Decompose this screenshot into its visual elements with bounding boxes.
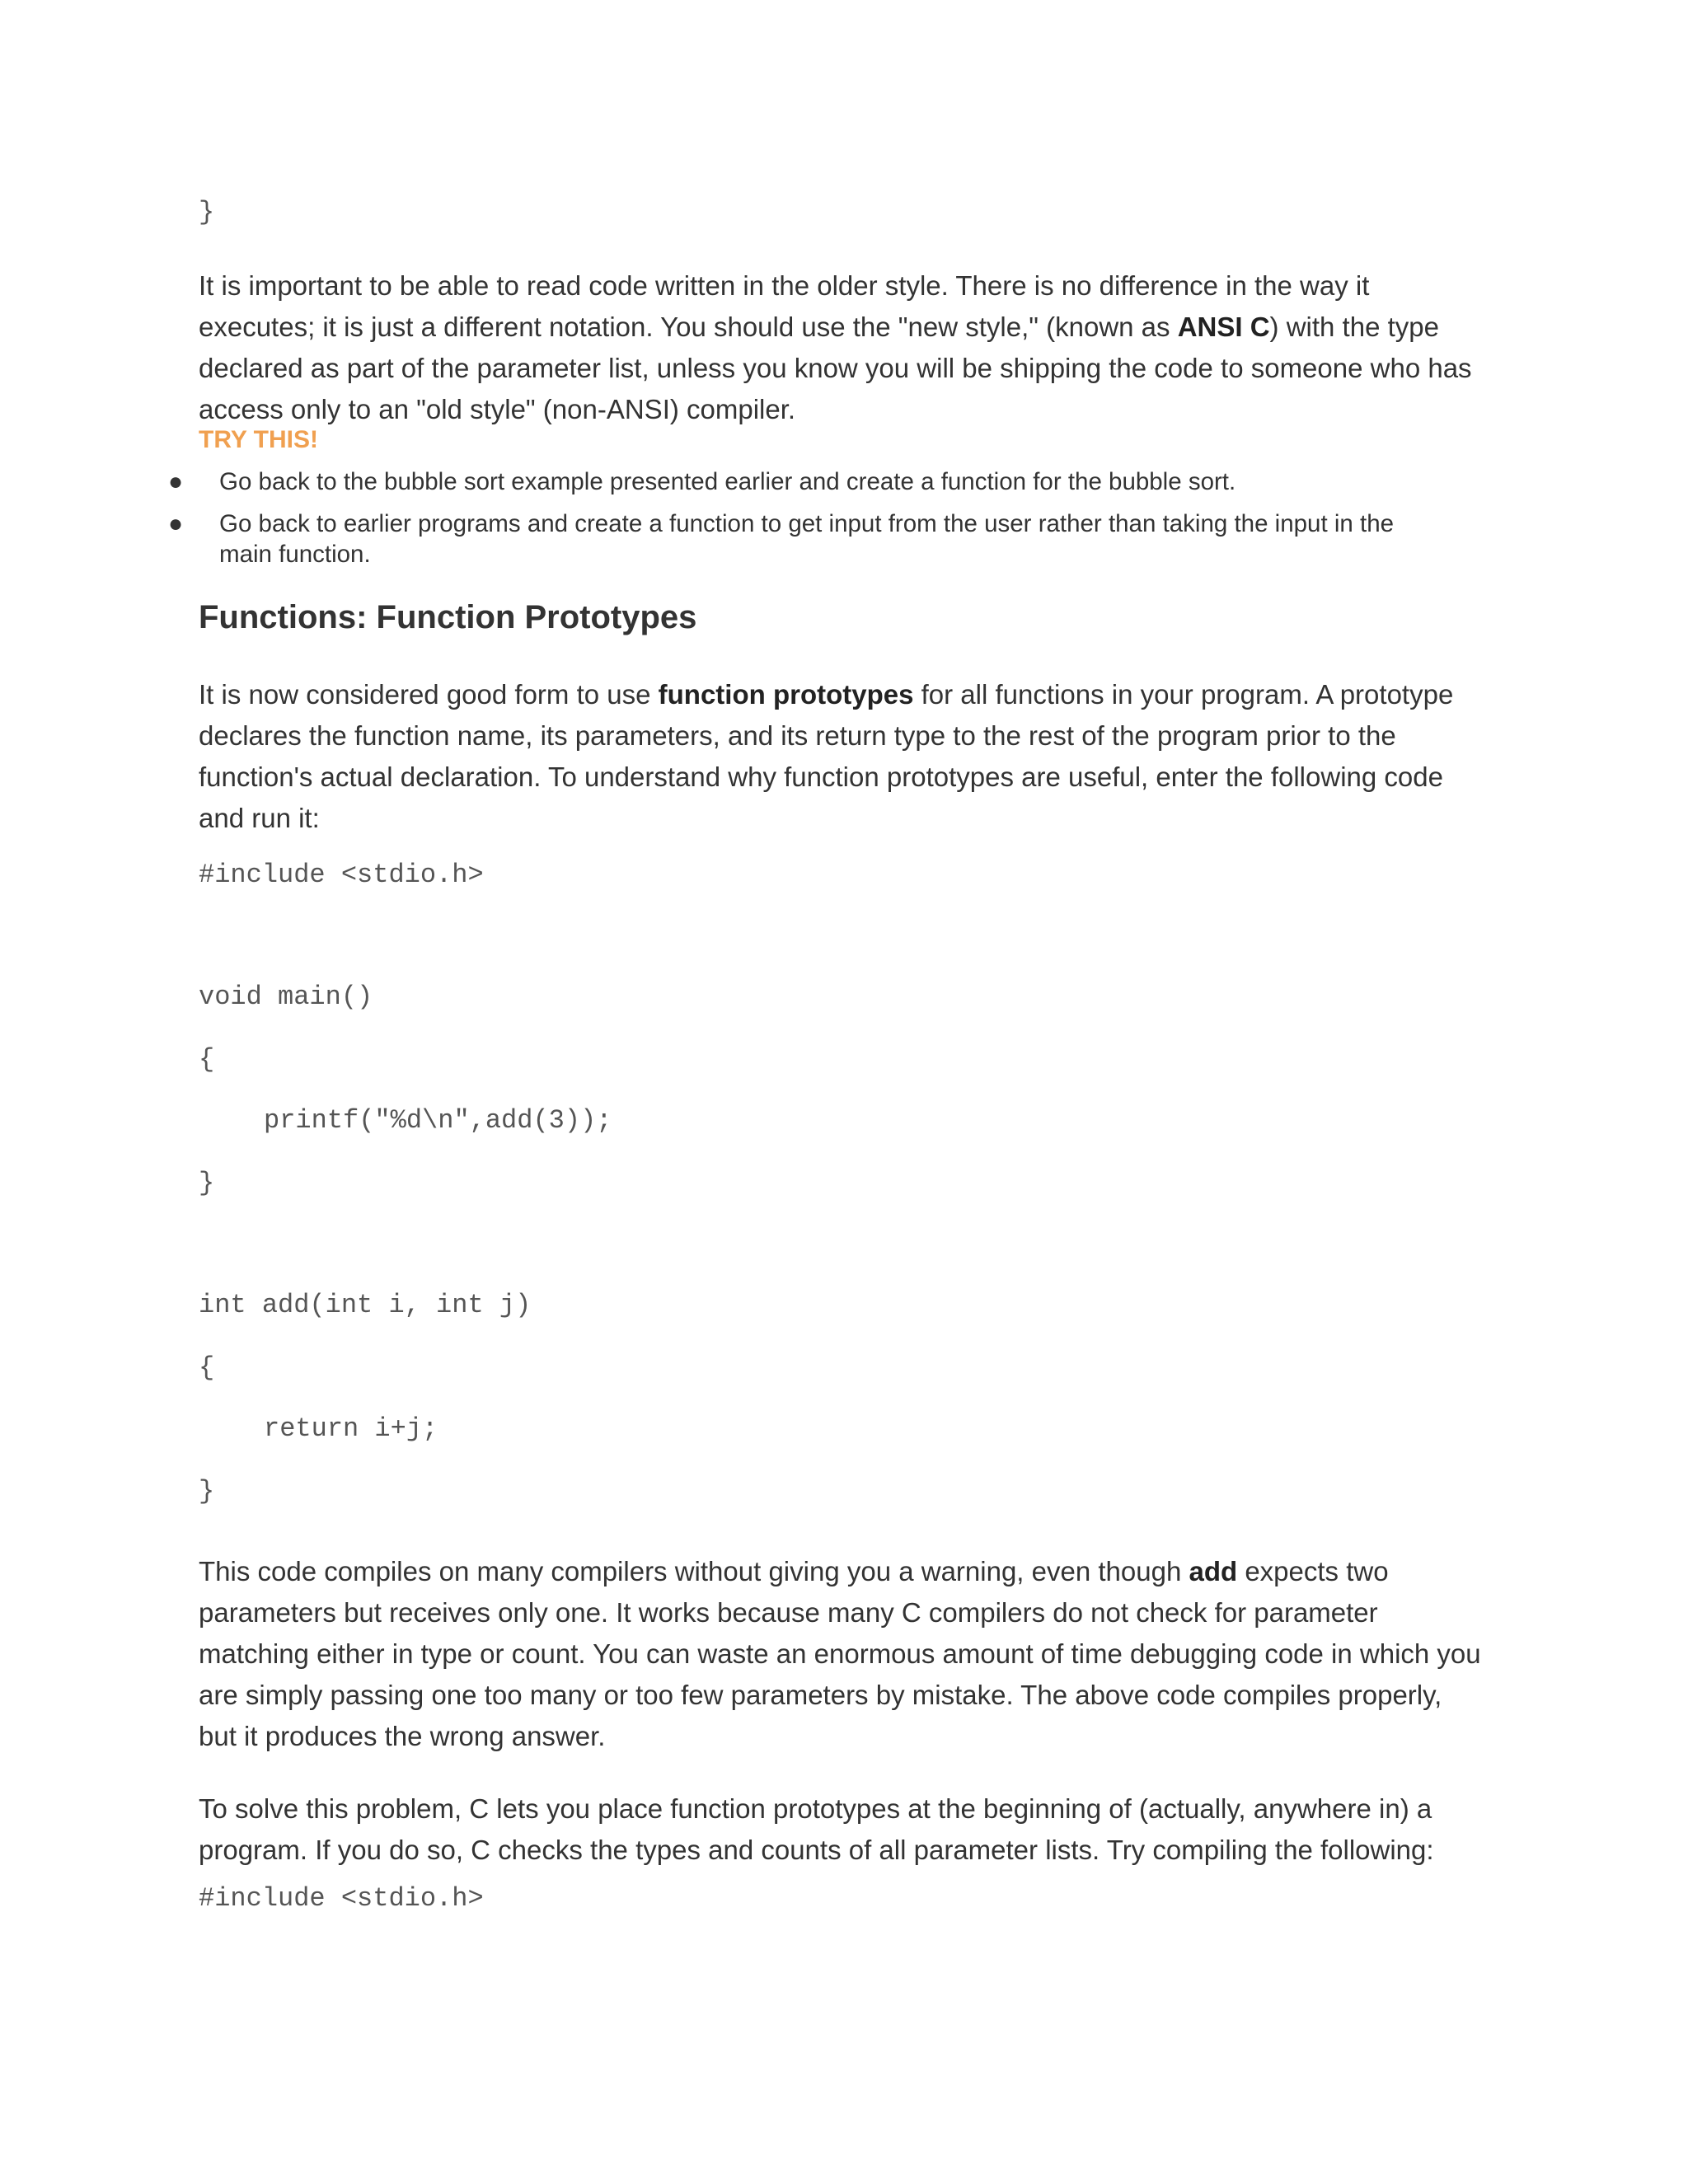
list-item-text: Go back to the bubble sort example presented earlier and create a function for the bubble sort. (219, 468, 1236, 495)
list-item (165, 466, 1451, 497)
paragraph-text: This code compiles on many compilers without giving you a warning, even though (199, 1556, 1189, 1586)
try-this-heading: TRY THIS! (199, 426, 319, 453)
code-include: #include <stdio.h> (199, 860, 484, 890)
paragraph-text: ) with the type declared as part of the parameter list, unless you know you will be shipping the code to someone who has access only to an "old style" (non-ANSI) compiler. (199, 312, 1472, 424)
code-open-brace: { (199, 1352, 215, 1383)
try-this-list (165, 466, 1451, 581)
bullet-icon: ● (168, 468, 184, 495)
paragraph-warning (199, 1551, 1484, 1757)
bullet-icon: ● (168, 510, 184, 537)
code-close-brace: } (199, 1168, 215, 1198)
paragraph-text: for all functions in your program. A prototype declares the function name, its parameters, and its return type to the rest of the program prior to the function's actual declaration. To understand why function prototypes are useful, enter the following code and run it: (199, 679, 1454, 833)
list-item-text: Go back to earlier programs and create a function to get input from the user rather than taking the input in the main function. (219, 510, 1395, 568)
paragraph-text: It is important to be able to read code written in the older style. There is no difference in the way it executes; it is just a different notation. You should use the "new style," (known as (199, 270, 1370, 342)
list-item (165, 509, 1451, 569)
code-main-signature: void main() (199, 982, 373, 1012)
code-printf-line: printf("%d\n",add(3)); (264, 1105, 612, 1136)
function-prototypes-term: function prototypes (658, 679, 914, 710)
paragraph-old-style (199, 265, 1484, 430)
code-closing-brace: } (199, 197, 215, 227)
paragraph-prototypes (199, 674, 1484, 839)
paragraph-solve: To solve this problem, C lets you place function prototypes at the beginning of (actually, anywhere in) a program. If you do so, C checks the types and counts of all parameter lists. Try compiling the following: (199, 1793, 1434, 1865)
ansi-c-term: ANSI C (1177, 312, 1270, 342)
code-include-bottom: #include <stdio.h> (199, 1883, 484, 1914)
code-add-signature: int add(int i, int j) (199, 1290, 532, 1320)
paragraph-text: It is now considered good form to use (199, 679, 659, 710)
code-open-brace: { (199, 1044, 215, 1075)
paragraph-text: expects two parameters but receives only one. It works because many C compilers do not check for parameter matching either in type or count. You can waste an enormous amount of time debugging code in which you are simply passing one too many or too few parameters by mistake. The above code compiles properly, but it produces the wrong answer. (199, 1556, 1481, 1751)
code-return-line: return i+j; (264, 1413, 438, 1444)
add-term: add (1189, 1556, 1238, 1586)
section-title: Functions: Function Prototypes (199, 599, 697, 635)
code-close-brace: } (199, 1476, 215, 1507)
